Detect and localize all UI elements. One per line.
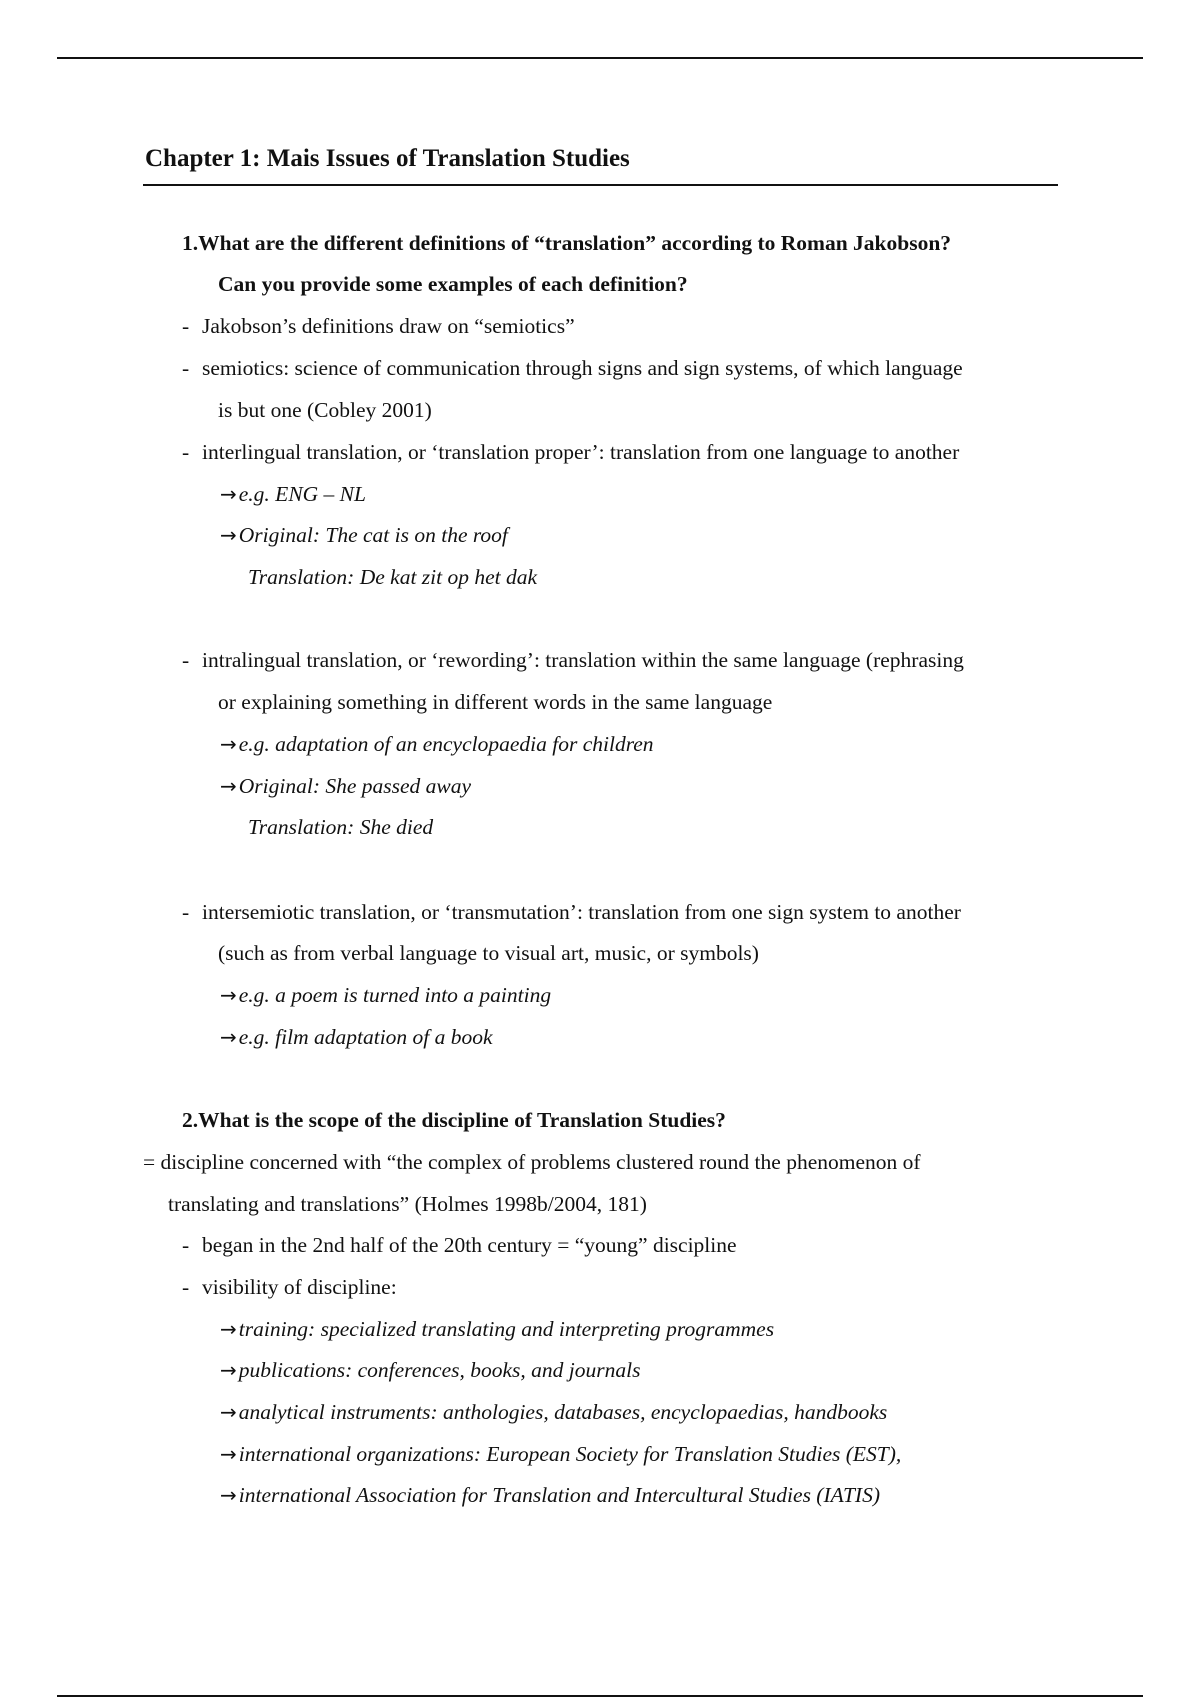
example-text: e.g. ENG – NL: [238, 482, 366, 506]
page-bottom-rule: [57, 1695, 1143, 1697]
list-item-text: semiotics: science of communication through signs and sign systems, of which language: [202, 356, 963, 380]
bullet-dash: -: [182, 900, 190, 924]
example-text: Original: The cat is on the roof: [238, 523, 508, 547]
question-2-line-1: [182, 1107, 726, 1133]
list-item-text: intersemiotic translation, or ‘transmutation’: translation from one sign system to another: [202, 900, 961, 924]
example-text: e.g. film adaptation of a book: [238, 1025, 493, 1049]
list-item-text: began in the 2nd half of the 20th century = “young” discipline: [202, 1233, 737, 1257]
example-text: e.g. a poem is turned into a painting: [238, 983, 552, 1007]
example-line: [220, 773, 471, 799]
arrow-icon: →: [220, 482, 237, 506]
bullet-dash: -: [182, 440, 190, 464]
example-text-continuation: Translation: She died: [248, 815, 434, 839]
list-item-text: visibility of discipline:: [202, 1275, 397, 1299]
example-line: [220, 1357, 640, 1383]
arrow-icon: →: [220, 523, 237, 547]
question-1-text: What are the different definitions of “translation” according to Roman Jakobson?: [198, 231, 952, 255]
example-text: international Association for Translation and Intercultural Studies (IATIS): [238, 1483, 880, 1507]
list-item-text: interlingual translation, or ‘translation proper’: translation from one language to another: [202, 440, 960, 464]
list-item: [182, 355, 963, 381]
bullet-dash: -: [182, 648, 190, 672]
question-1-line-2: Can you provide some examples of each definition?: [218, 272, 688, 296]
bullet-dash: -: [182, 1233, 190, 1257]
example-line: [220, 1024, 493, 1050]
example-text-continuation: Translation: De kat zit op het dak: [248, 565, 538, 589]
question-2-number: 2.: [182, 1108, 199, 1132]
example-line: [220, 481, 366, 507]
bullet-dash: -: [182, 314, 190, 338]
example-text: international organizations: European Society for Translation Studies (EST),: [238, 1442, 902, 1466]
example-text: training: specialized translating and interpreting programmes: [238, 1317, 775, 1341]
arrow-icon: →: [220, 1483, 237, 1507]
example-text: e.g. adaptation of an encyclopaedia for children: [238, 732, 654, 756]
list-item: [182, 647, 964, 673]
arrow-icon: →: [220, 983, 237, 1007]
title-underline: [143, 184, 1058, 186]
page-top-rule: [57, 57, 1143, 59]
arrow-icon: →: [220, 1317, 237, 1341]
example-text: Original: She passed away: [238, 774, 472, 798]
list-item: [182, 313, 575, 339]
arrow-icon: →: [220, 732, 237, 756]
list-item-continuation: (such as from verbal language to visual art, music, or symbols): [218, 941, 759, 965]
example-text: publications: conferences, books, and journals: [238, 1358, 641, 1382]
list-item: [182, 1274, 397, 1300]
arrow-icon: →: [220, 1025, 237, 1049]
list-item-text: intralingual translation, or ‘rewording’: translation within the same language (rephrasing: [202, 648, 964, 672]
question-2-text: What is the scope of the discipline of Translation Studies?: [198, 1108, 726, 1132]
bullet-dash: -: [182, 1275, 190, 1299]
chapter-title: Chapter 1: Mais Issues of Translation Studies: [145, 145, 630, 172]
list-item: [182, 439, 959, 465]
example-text: analytical instruments: anthologies, databases, encyclopaedias, handbooks: [238, 1400, 888, 1424]
bullet-dash: -: [182, 356, 190, 380]
list-item-text: Jakobson’s definitions draw on “semiotics”: [202, 314, 575, 338]
list-item-continuation: or explaining something in different words in the same language: [218, 690, 773, 714]
example-line: [220, 1482, 880, 1508]
arrow-icon: →: [220, 1400, 237, 1424]
list-item-continuation: is but one (Cobley 2001): [218, 398, 432, 422]
example-line: [220, 1316, 774, 1342]
example-line: [220, 731, 654, 757]
example-line: [220, 1399, 887, 1425]
question-1-line-1: [182, 230, 951, 256]
arrow-icon: →: [220, 1358, 237, 1382]
question-1-number: 1.: [182, 231, 199, 255]
example-line: [220, 1441, 901, 1467]
definition-line-1: = discipline concerned with “the complex of problems clustered round the phenomenon of: [143, 1150, 921, 1174]
arrow-icon: →: [220, 1442, 237, 1466]
example-line: [220, 522, 508, 548]
list-item: [182, 1232, 737, 1258]
definition-line-2: translating and translations” (Holmes 1998b/2004, 181): [168, 1192, 647, 1216]
arrow-icon: →: [220, 774, 237, 798]
list-item: [182, 899, 961, 925]
example-line: [220, 982, 551, 1008]
